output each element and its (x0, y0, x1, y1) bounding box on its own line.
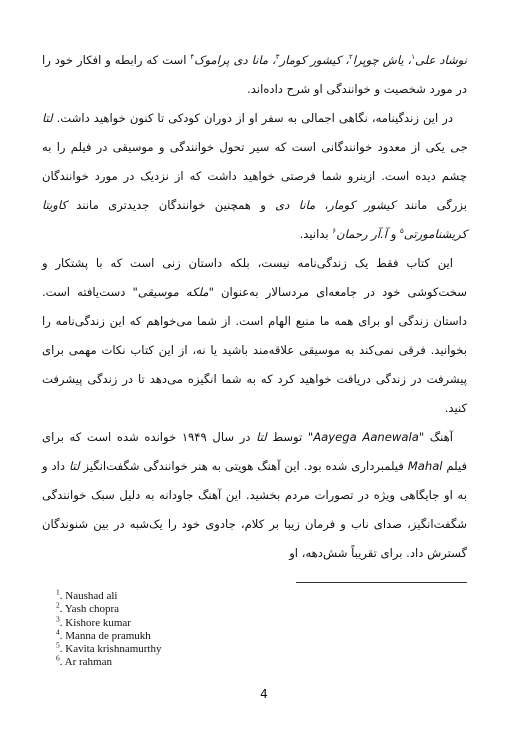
text-run: آهنگ " (418, 430, 454, 444)
text-run: " توسط (266, 430, 314, 444)
footnote-ref: ۲ (348, 53, 353, 62)
body-text (42, 46, 467, 568)
text-run: است که رابطه و افکار خود را در مورد شخصیت و خوانندگی او شرح داده‌اند. (42, 53, 467, 96)
paragraph (42, 46, 467, 104)
emphasis-text: لتا جی (42, 111, 467, 154)
paragraph (42, 249, 467, 423)
paragraph (42, 423, 467, 568)
text-run: داد و به او جایگاهی ویژه در تصورات مردم بخشید. این آهنگ جاودانه به دلیل سبک خوانندگی شگفت‌انگیز، صدای ناب و فرمان زیبا بر کلام، جادوی خود را یک‌شبه در بین شنوندگان گسترش داد. برای تقریباً شش‌دهه، او (42, 459, 467, 560)
footnote-ref: ۱ (411, 53, 416, 62)
footnote-number: 2 (56, 600, 60, 610)
emphasis-text: ، (268, 53, 276, 67)
emphasis-text: کیشور کومار (328, 198, 396, 212)
emphasis-text: لتا (256, 430, 267, 444)
footnote-text: . Yash chopra (59, 603, 120, 616)
emphasis-text: یاش چوپرا (352, 53, 404, 67)
emphasis-text: ، (341, 53, 349, 67)
footnote-number: 3 (56, 613, 60, 623)
text-run: ، (315, 198, 329, 212)
footnote-item (56, 587, 356, 603)
footnote-number: 6 (56, 653, 60, 663)
text-run: بدانید. (299, 227, 333, 241)
footnote-text: . Kishore kumar (59, 616, 131, 629)
emphasis-text: مانا دی (275, 198, 316, 212)
footnotes-list (56, 587, 356, 670)
page-number: 4 (260, 687, 268, 701)
footnote-number: 4 (56, 627, 60, 637)
emphasis-text: لتا (68, 459, 80, 473)
emphasis-text: نوشاد علی (415, 53, 467, 67)
footnote-item (56, 653, 356, 669)
paragraph (42, 104, 467, 249)
emphasis-text: ملکه موسیقی (137, 285, 209, 299)
emphasis-text: مانا دی پرامو‌ک (194, 53, 269, 67)
emphasis-text: کیشور کومار (279, 53, 342, 67)
footnote-ref: ۳ (275, 53, 280, 62)
text-run: در این زندگینامه، نگاهی اجمالی به سفر او از دوران کودکی تا کنون خواهید داشت. (52, 111, 453, 125)
footnote-text: . Naushad ali (59, 590, 118, 602)
text-run: این کتاب فقط یک زندگی‌نامه نیست، بلکه داستان زنی است که با پشتکار و سخت‌کوشی خود در جامعه‌ای مردسالار به‌عنوان " (42, 256, 467, 299)
emphasis-text: ، (403, 53, 412, 67)
footnote-item (56, 640, 356, 656)
text-run: در سال ۱۹۴۹ خوانده شده است که برای فیلم (42, 430, 468, 473)
text-run: " دست‌یافته است. داستان زندگی او برای همه ما منبع الهام است. از شما می‌خواهم که این زندگی‌نامه را بخوانید. فرقی نمی‌کند به موسیقی علاقه‌مند باشید یا نه، از این کتاب نکات مهمی برای پیشرفت در زندگی دریافت خواهید کرد که به شما انگیزه می‌دهد تا در زندگی پیشرفت کنید. (42, 285, 467, 415)
footnote-text: . Kavita krishnamurthy (59, 643, 162, 656)
emphasis-text: Aayega Aanewala (313, 430, 419, 444)
footnote-ref: ۴ (190, 53, 195, 62)
emphasis-text: کاویتا کریشنامورتی (42, 198, 467, 241)
emphasis-text: Mahal (407, 459, 443, 473)
footnote-ref: ۵ (400, 227, 404, 236)
text-run: و (387, 227, 401, 241)
footnote-separator (296, 582, 467, 583)
emphasis-text: آ.آر رحمان (336, 227, 388, 241)
text-run: یکی از معدود خوانندگانی است که سیر تحول خوانندگی و موسیقی در فیلم را به چشم دیده است. ازینرو شما فرصتی خواهید داشت که از نزدیک در مورد خوانندگان بزرگی مانند (42, 140, 467, 212)
footnote-ref: ۶ (332, 227, 337, 236)
footnote-item (56, 613, 356, 630)
footnote-number: 1 (56, 587, 60, 597)
text-run: فیلمبرداری شده بود. این آهنگ هویتی به هنر خوانندگی شگفت‌انگیز (79, 459, 408, 473)
footnote-text: . Manna de pramukh (59, 629, 151, 642)
footnote-item (56, 627, 356, 643)
text-run: و همچنین خوانندگان جدیدتری مانند (66, 198, 276, 212)
footnote-item (56, 600, 356, 616)
footnote-number: 5 (56, 640, 60, 650)
footnote-text: . Ar rahman (59, 656, 112, 669)
